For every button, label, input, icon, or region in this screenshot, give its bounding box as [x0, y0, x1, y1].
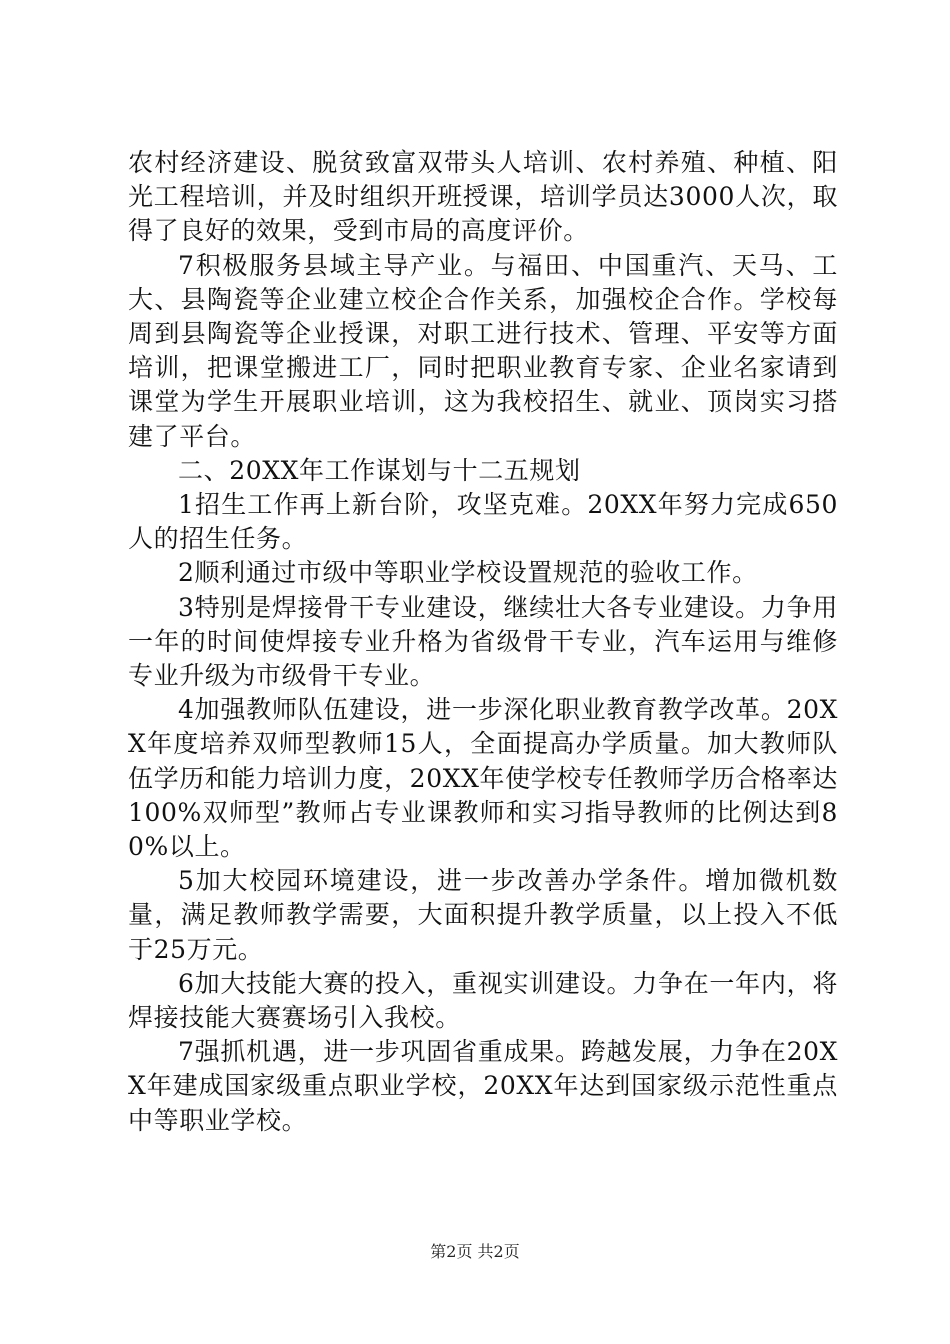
- paragraph: 6加大技能大赛的投入，重视实训建设。力争在一年内，将焊接技能大赛赛场引入我校。: [128, 968, 838, 1033]
- paragraph: 农村经济建设、脱贫致富双带头人培训、农村养殖、种植、阳光工程培训，并及时组织开班授课，培训学员达3000人次，取得了良好的效果，受到市局的高度评价。: [128, 148, 838, 246]
- section-heading: 二、20XX年工作谋划与十二五规划: [178, 455, 581, 485]
- paragraph: 4加强教师队伍建设，进一步深化职业教育教学改革。20XX年度培养双师型教师15人，全面提高办学质量。加大教师队伍学历和能力培训力度，20XX年使学校专任教师学历合格率达100%双师型”教师占专业课教师和实习指导教师的比例达到80%以上。: [128, 695, 838, 862]
- paragraph: 7强抓机遇，进一步巩固省重成果。跨越发展，力争在20XX年建成国家级重点职业学校，20XX年达到国家级示范性重点中等职业学校。: [128, 1037, 838, 1135]
- page-number-footer: 第2页 共2页: [430, 1242, 520, 1261]
- paragraph: 1招生工作再上新台阶，攻坚克难。20XX年努力完成650人的招生任务。: [128, 490, 838, 554]
- paragraph: 7积极服务县域主导产业。与福田、中国重汽、天马、工大、县陶瓷等企业建立校企合作关系，加强校企合作。学校每周到县陶瓷等企业授课，对职工进行技术、管理、平安等方面培训，把课堂搬进工厂，同时把职业教育专家、企业名家请到课堂为学生开展职业培训，这为我校招生、就业、顶岗实习搭建了平台。: [128, 250, 838, 451]
- paragraph: 5加大校园环境建设，进一步改善办学条件。增加微机数量，满足教师教学需要，大面积提升教学质量，以上投入不低于25万元。: [128, 866, 838, 964]
- document-body: [128, 146, 838, 1138]
- paragraph: 2顺利通过市级中等职业学校设置规范的验收工作。: [178, 558, 758, 588]
- paragraph: 3特别是焊接骨干专业建设，继续壮大各专业建设。力争用一年的时间使焊接专业升格为省级骨干专业，汽车运用与维修专业升级为市级骨干专业。: [128, 592, 838, 691]
